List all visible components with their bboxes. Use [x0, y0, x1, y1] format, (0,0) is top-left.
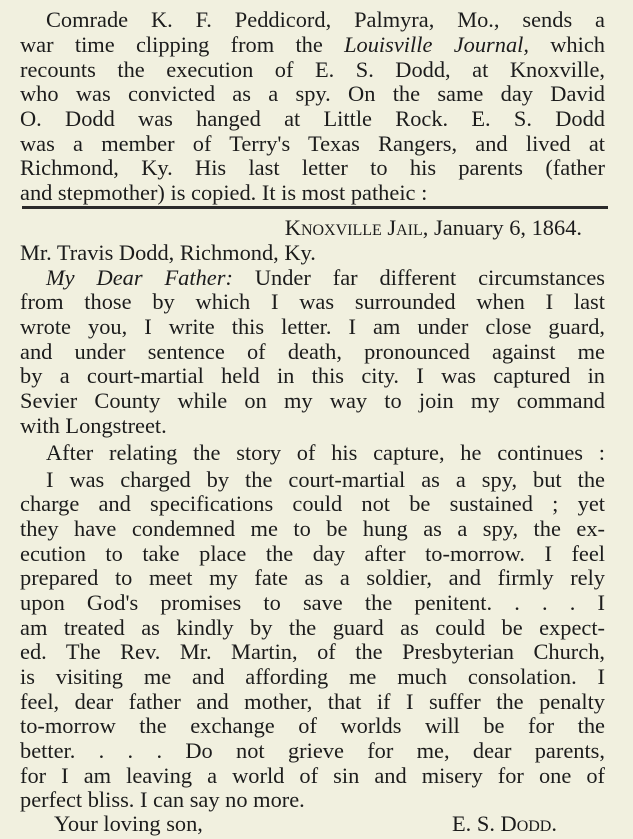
- letter-line-6: Sevier County while on my way to join my command: [20, 388, 605, 413]
- letter2-line-2: charge and specifications could not be sustained ; yet: [20, 491, 605, 516]
- dateline-place: Knoxville Jail,: [284, 215, 429, 240]
- letter2-line-4: ecution to take place the day after to-morrow. I feel: [20, 541, 605, 566]
- letter2-line-7: am treated as kindly by the guard as could be expect-: [20, 615, 605, 640]
- signature: E. S. Dodd.: [452, 811, 557, 836]
- paragraph1-line-7: Richmond, Ky. His last letter to his parents (father: [20, 155, 605, 180]
- paragraph1-line-3: recounts the execution of E. S. Dodd, at Knoxville,: [20, 57, 605, 82]
- paragraph1-line-5: O. Dodd was hanged at Little Rock. E. S. Dodd: [20, 106, 605, 131]
- closing: Your loving son,: [54, 811, 203, 836]
- letter2-line-8: ed. The Rev. Mr. Martin, of the Presbyterian Church,: [20, 639, 605, 664]
- letter-line-3: wrote you, I write this letter. I am under close guard,: [20, 314, 605, 339]
- letter2-line-10: feel, dear father and mother, that if I suffer the penalty: [20, 689, 605, 714]
- letter2-line-3: they have condemned me to be hung as a spy, the ex-: [20, 516, 605, 541]
- letter-line-4: and under sentence of death, pronounced against me: [20, 339, 605, 364]
- letter2-line-14: perfect bliss. I can say no more.: [20, 787, 305, 812]
- letter-line-5: by a court-martial held in this city. I was captured in: [20, 363, 605, 388]
- interjection: After relating the story of his capture, he continues :: [46, 440, 605, 465]
- paragraph1-line-4: who was convicted as a spy. On the same day David: [20, 81, 605, 106]
- journal-title: Louisville Journal,: [344, 32, 529, 57]
- letter-line-2: from those by which I was surrounded when I last: [20, 289, 605, 314]
- paragraph1-line-2-text: war time clipping from the: [20, 32, 323, 57]
- paragraph1-line-2-tail: which: [528, 32, 605, 57]
- letter-line-1-text: Under far different circumstances: [232, 265, 605, 290]
- addressee: Mr. Travis Dodd, Richmond, Ky.: [20, 240, 316, 265]
- letter2-line-1: I was charged by the court-martial as a spy, but the: [46, 467, 605, 492]
- salutation: My Dear Father:: [46, 265, 233, 290]
- letter2-line-12: better. . . . Do not grieve for me, dear parents,: [20, 738, 605, 763]
- letter2-line-9: is visiting me and affording me much consolation. I: [20, 664, 605, 689]
- paragraph1-line-2: [20, 33, 605, 58]
- paragraph1-line-6: was a member of Terry's Texas Rangers, and lived at: [20, 131, 605, 156]
- section-rule: [22, 206, 608, 209]
- paragraph1-line-1: Comrade K. F. Peddicord, Palmyra, Mo., sends a: [46, 7, 605, 32]
- letter-line-1: [46, 266, 605, 291]
- paragraph1-line-8: and stepmother) is copied. It is most patheic :: [20, 180, 428, 205]
- letter2-line-13: for I am leaving a world of sin and misery for one of: [20, 763, 605, 788]
- letter2-line-11: to-morrow the exchange of worlds will be for the: [20, 713, 605, 738]
- letter2-line-6: upon God's promises to save the penitent. . . . I: [20, 590, 605, 615]
- letter2-line-5: prepared to meet my fate as a soldier, and firmly rely: [20, 565, 605, 590]
- dateline-date: January 6, 1864.: [428, 215, 582, 240]
- dateline: [20, 216, 582, 241]
- letter-line-7: with Longstreet.: [20, 413, 167, 438]
